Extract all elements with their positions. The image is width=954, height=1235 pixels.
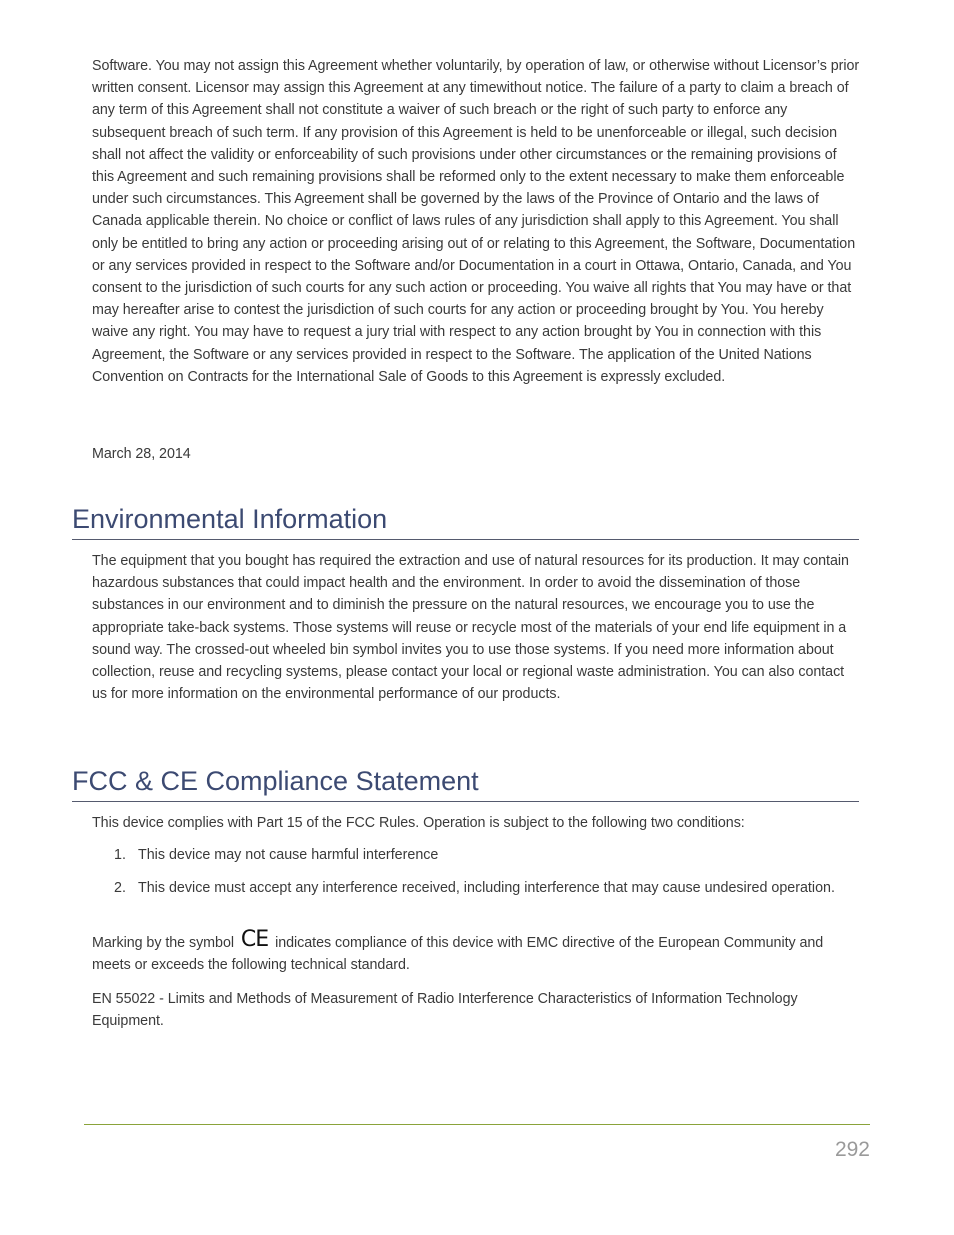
marking-text-after: indicates compliance of this device with EMC directive of the European Community and meets or exceeds the following technical standard. — [92, 935, 824, 974]
list-text: This device must accept any interference received, including interference that may cause undesired operation. — [138, 880, 835, 897]
list-number: 1. — [114, 847, 126, 863]
environmental-paragraph: The equipment that you bought has required the extraction and use of natural resources for its production. It may contain hazardous substances that could impact health and the environment. In order to avoid the dissemination of those substances in our environment and to diminish the pressure on the natural resources, we encourage you to use the appropriate take-back systems. Those systems will reuse or recycle most of the materials of your end life equipment in a sound way. The crossed-out wheeled bin symbol invites you to use those systems. If you need more information about collection, reuse and recycling systems, please contact your local or regional waste administration. You can also contact us for more information on the environmental performance of our products. — [92, 553, 849, 703]
ce-mark-icon: CE — [240, 927, 269, 952]
environmental-heading: Environmental Information — [72, 502, 859, 540]
license-date: March 28, 2014 — [92, 446, 191, 462]
list-number: 2. — [114, 880, 126, 897]
compliance-intro: This device complies with Part 15 of the FCC Rules. Operation is subject to the following two conditions: — [92, 815, 745, 831]
footer-divider — [84, 1124, 870, 1125]
license-terms-paragraph: Software. You may not assign this Agreement whether voluntarily, by operation of law, or otherwise without Licensor’s prior written consent. Licensor may assign this Agreement at any timewithout notice. The failure of a party to claim a breach of any term of this Agreement shall not constitute a waiver of such breach or the right of such party to enforce any subsequent breach of such term. If any provision of this Agreement is held to be unenforceable or illegal, such decision shall not affect the validity or enforceability of such provisions under other circumstances or the remaining provisions of this Agreement and such remaining provisions shall be reformed only to the extent necessary to make them enforceable under such circumstances. This Agreement shall be governed by the laws of the Province of Ontario and the laws of Canada applicable therein. No choice or conflict of laws rules of any jurisdiction shall apply to this Agreement. You shall only be entitled to bring any action or proceeding arising out of or relating to this Agreement, the Software, Documentation or any services provided in respect to the Software and/or Documentation in a court in Ottawa, Ontario, Canada, and You consent to the jurisdiction of such courts for any such action or proceeding. You waive all rights that You may have or that may hereafter arise to contest the jurisdiction of such courts for any action or proceeding brought by You. You hereby waive any right. You may have to request a jury trial with respect to any action brought by You in connection with this Agreement, the Software or any services provided in respect to the Software. The application of the United Nations Convention on Contracts for the International Sale of Goods to this Agreement is expressly excluded. — [92, 58, 860, 385]
ce-marking-paragraph — [92, 927, 862, 976]
list-item — [92, 877, 862, 899]
page-number: 292 — [834, 1138, 870, 1161]
list-text: This device may not cause harmful interference — [138, 847, 439, 863]
standard-paragraph: EN 55022 - Limits and Methods of Measurement of Radio Interference Characteristics of Information Technology Equipment. — [92, 991, 798, 1030]
compliance-heading: FCC & CE Compliance Statement — [72, 764, 859, 802]
conditions-list — [92, 844, 862, 899]
marking-text-before: Marking by the symbol — [92, 935, 234, 951]
list-item — [92, 844, 862, 866]
